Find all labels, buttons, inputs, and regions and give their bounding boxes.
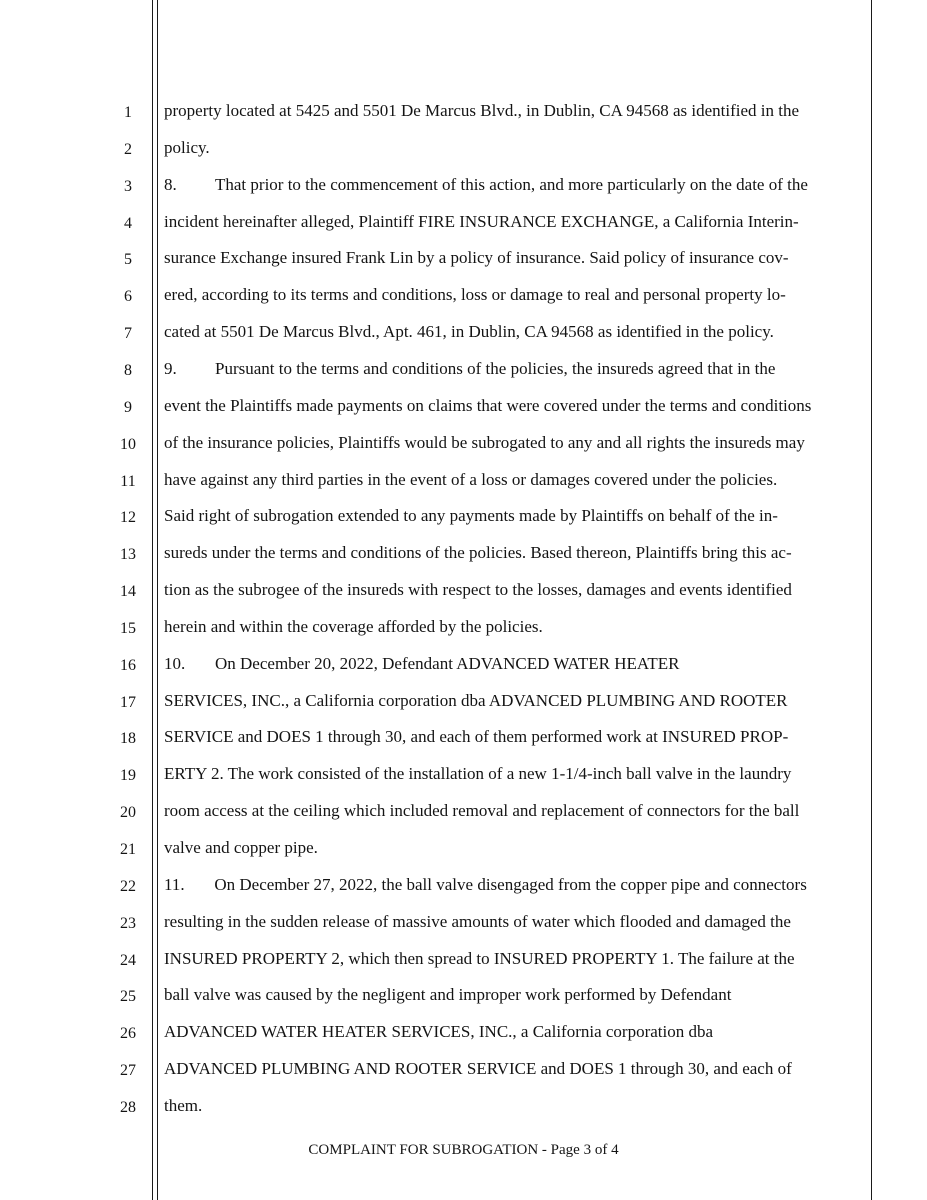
- line-number: 12: [120, 509, 136, 527]
- text-line: surance Exchange insured Frank Lin by a policy of insurance. Said policy of insurance cov-: [164, 248, 789, 268]
- text-line: Said right of subrogation extended to any payments made by Plaintiffs on behalf of the in-: [164, 506, 778, 526]
- line-number: 27: [120, 1062, 136, 1080]
- line-number: 6: [124, 288, 132, 306]
- text-line: property located at 5425 and 5501 De Marcus Blvd., in Dublin, CA 94568 as identified in the: [164, 101, 800, 120]
- text-line: tion as the subrogee of the insureds with respect to the losses, damages and events identified: [164, 580, 792, 600]
- line-number: 26: [120, 1025, 136, 1043]
- line-number: 22: [120, 877, 136, 895]
- text-line: SERVICE and DOES 1 through 30, and each of them performed work at INSURED PROP-: [164, 727, 789, 747]
- text-line: ball valve was caused by the negligent and improper work performed by Defendant: [164, 985, 732, 1005]
- line-number: 28: [120, 1098, 136, 1116]
- text-line: ered, according to its terms and conditions, loss or damage to real and personal property lo-: [164, 285, 786, 305]
- text-line: herein and within the coverage afforded by the policies.: [164, 616, 543, 636]
- line-number: 3: [124, 177, 132, 195]
- line-number: 9: [124, 398, 132, 416]
- line-number: 17: [120, 693, 136, 711]
- text-line: sureds under the terms and conditions of the policies. Based thereon, Plaintiffs bring this ac-: [164, 543, 792, 563]
- line-number: 20: [120, 804, 136, 822]
- left-margin-rule-outer: [152, 0, 153, 1200]
- text-line: them.: [164, 1095, 203, 1115]
- text-line: cated at 5501 De Marcus Blvd., Apt. 461, in Dublin, CA 94568 as identified in the policy.: [164, 322, 774, 342]
- text-line: ADVANCED PLUMBING AND ROOTER SERVICE and DOES 1 through 30, and each of: [164, 1059, 792, 1079]
- left-margin-rule-inner: [157, 0, 158, 1200]
- line-number: 10: [120, 435, 136, 453]
- line-number: 7: [124, 325, 132, 343]
- line-number: 4: [124, 214, 132, 232]
- line-number: 8: [124, 361, 132, 379]
- line-number: 19: [120, 767, 136, 785]
- text-line: event the Plaintiffs made payments on claims that were covered under the terms and conditions: [164, 395, 812, 415]
- text-line: ADVANCED WATER HEATER SERVICES, INC., a California corporation dba: [164, 1022, 714, 1042]
- right-margin-rule: [871, 0, 872, 1200]
- text-line: room access at the ceiling which included removal and replacement of connectors for the ball: [164, 801, 800, 821]
- text-line: 10. On December 20, 2022, Defendant ADVANCED WATER HEATER: [164, 653, 680, 673]
- text-line: resulting in the sudden release of massive amounts of water which flooded and damaged the: [164, 911, 791, 931]
- text-line: have against any third parties in the event of a loss or damages covered under the policies.: [164, 469, 778, 489]
- line-number: 2: [124, 140, 132, 158]
- line-number: 5: [124, 251, 132, 269]
- line-number: 15: [120, 619, 136, 637]
- line-number: 23: [120, 914, 136, 932]
- line-number: 18: [120, 730, 136, 748]
- line-number: 11: [120, 472, 136, 490]
- text-line: INSURED PROPERTY 2, which then spread to INSURED PROPERTY 1. The failure at the: [164, 948, 795, 968]
- text-line: policy.: [164, 137, 210, 157]
- text-line: incident hereinafter alleged, Plaintiff FIRE INSURANCE EXCHANGE, a California Interin-: [164, 211, 799, 231]
- line-number: 14: [120, 583, 136, 601]
- text-line: 8. That prior to the commencement of this action, and more particularly on the date of the: [164, 174, 808, 194]
- text-line: valve and copper pipe.: [164, 838, 318, 857]
- page-footer: COMPLAINT FOR SUBROGATION - Page 3 of 4: [308, 1142, 619, 1158]
- line-number: 13: [120, 546, 136, 564]
- line-number: 21: [120, 841, 136, 858]
- line-number: 25: [120, 988, 136, 1006]
- line-number: 16: [120, 656, 136, 674]
- text-line: SERVICES, INC., a California corporation dba ADVANCED PLUMBING AND ROOTER: [164, 690, 788, 710]
- text-line: of the insurance policies, Plaintiffs would be subrogated to any and all rights the insureds may: [164, 432, 805, 452]
- line-number: 24: [120, 951, 136, 969]
- line-number: 1: [124, 104, 132, 121]
- text-line: 11. On December 27, 2022, the ball valve disengaged from the copper pipe and connectors: [164, 874, 807, 894]
- text-line: ERTY 2. The work consisted of the installation of a new 1-1/4-inch ball valve in the laundry: [164, 764, 792, 784]
- text-line: 9. Pursuant to the terms and conditions of the policies, the insureds agreed that in the: [164, 358, 776, 378]
